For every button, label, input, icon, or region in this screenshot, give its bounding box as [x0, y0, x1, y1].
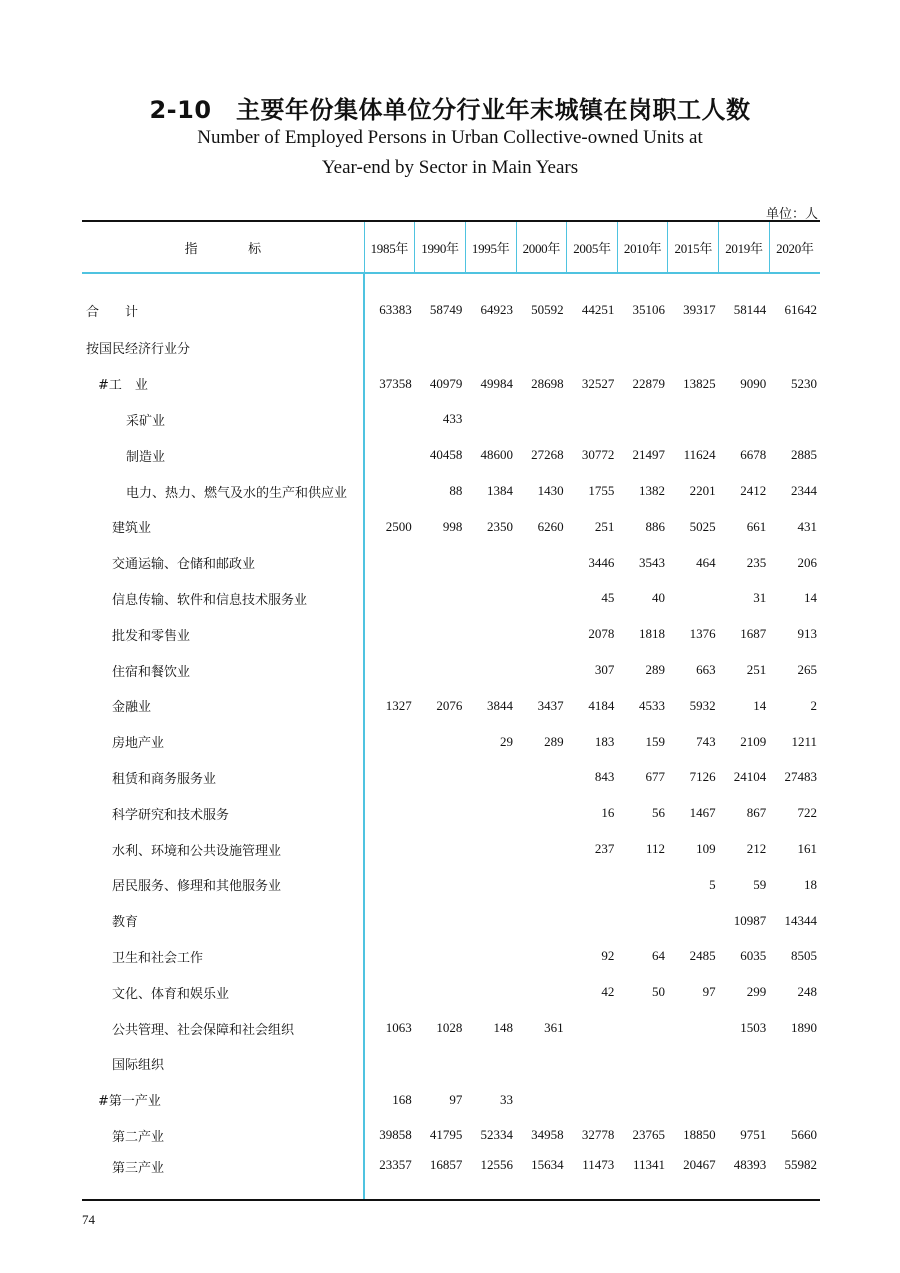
- cell-value: 265: [797, 662, 817, 678]
- table-row: [82, 760, 820, 796]
- cell-value: [719, 402, 770, 438]
- cell-value: 11473: [567, 1153, 618, 1200]
- page-number: 74: [82, 1212, 95, 1227]
- cell-value: 148: [493, 1020, 513, 1036]
- cell-value: 2344: [791, 483, 817, 499]
- cell-value: [719, 330, 770, 366]
- cell-value: [567, 867, 618, 903]
- cell-value: [769, 1046, 820, 1082]
- cell-value: 1755: [588, 483, 615, 499]
- cell-value: 5660: [791, 1127, 817, 1143]
- cell-value: 59: [753, 876, 767, 892]
- cell-value: [364, 939, 415, 975]
- cell-value: [415, 616, 466, 652]
- cell-value: 58749: [429, 302, 463, 317]
- cell-value: [516, 330, 567, 366]
- cell-value: [465, 545, 516, 581]
- cell-value: 44251: [581, 302, 615, 317]
- cell-value: 16: [601, 805, 615, 821]
- row-label: 第三产业: [82, 1153, 364, 1200]
- cell-value: [769, 330, 820, 366]
- table-header-row: [82, 221, 820, 273]
- cell-value: 1467: [689, 805, 716, 821]
- cell-value: [668, 402, 719, 438]
- cell-value: 8505: [791, 948, 817, 964]
- cell-value: [364, 795, 415, 831]
- cell-value: [465, 1046, 516, 1082]
- row-label: 信息传输、软件和信息技术服务业: [112, 592, 308, 608]
- cell-value: 11341: [617, 1153, 668, 1200]
- cell-value: [364, 760, 415, 796]
- table-row: [82, 688, 820, 724]
- cell-value: 2076: [436, 697, 463, 713]
- row-label: 科学研究和技术服务: [112, 807, 230, 823]
- table-row: [82, 273, 820, 330]
- cell-value: 289: [645, 662, 665, 678]
- row-label: 水利、环境和公共设施管理业: [112, 843, 282, 859]
- cell-value: 251: [746, 662, 767, 678]
- table-row: [82, 831, 820, 867]
- table-row: [82, 867, 820, 903]
- row-label: 住宿和餐饮业: [112, 664, 191, 680]
- cell-value: 1211: [791, 733, 817, 749]
- table-row: [82, 509, 820, 545]
- cell-value: 39317: [683, 302, 716, 317]
- year-header: 2020年: [769, 221, 820, 273]
- cell-value: 2078: [588, 626, 615, 642]
- cell-value: [516, 974, 567, 1010]
- cell-value: 15634: [516, 1153, 567, 1200]
- cell-value: 23765: [632, 1127, 665, 1143]
- cell-value: 289: [544, 733, 564, 749]
- cell-value: 52334: [480, 1127, 513, 1143]
- cell-value: [465, 867, 516, 903]
- cell-value: 867: [746, 805, 767, 821]
- cell-value: 1028: [436, 1020, 463, 1036]
- cell-value: 18850: [683, 1127, 716, 1143]
- row-label: 建筑业: [112, 521, 152, 537]
- cell-value: [617, 1010, 668, 1046]
- cell-value: 998: [442, 518, 463, 534]
- cell-value: 3446: [588, 554, 615, 570]
- table-row: [82, 724, 820, 760]
- cell-value: [617, 903, 668, 939]
- cell-value: 40: [651, 590, 665, 606]
- table-title-chinese: 2-10 主要年份集体单位分行业年末城镇在岗职工人数: [149, 96, 751, 124]
- unit-label: 单位：人: [765, 207, 818, 222]
- cell-value: 27268: [531, 447, 564, 463]
- cell-value: 7126: [689, 769, 716, 785]
- cell-value: 23357: [364, 1153, 415, 1200]
- year-header: 2015年: [668, 221, 719, 273]
- cell-value: 14: [753, 697, 767, 713]
- cell-value: [516, 1082, 567, 1118]
- cell-value: 743: [696, 733, 716, 749]
- cell-value: 40979: [429, 375, 463, 391]
- cell-value: 1430: [537, 483, 564, 499]
- cell-value: [415, 760, 466, 796]
- row-label: 教育: [112, 915, 139, 931]
- cell-value: 16857: [415, 1153, 466, 1200]
- cell-value: [465, 652, 516, 688]
- year-header: 1985年: [364, 221, 415, 273]
- cell-value: 18: [804, 876, 817, 892]
- cell-value: [364, 724, 415, 760]
- cell-value: 2412: [740, 483, 767, 499]
- cell-value: 22879: [632, 375, 665, 391]
- cell-value: 433: [442, 411, 463, 427]
- cell-value: [364, 1046, 415, 1082]
- cell-value: 464: [696, 554, 716, 570]
- row-label: 电力、热力、燃气及水的生产和供应业: [126, 485, 348, 501]
- cell-value: [364, 652, 415, 688]
- cell-value: 663: [696, 662, 716, 678]
- cell-value: [364, 581, 415, 617]
- cell-value: [364, 330, 415, 366]
- cell-value: 661: [746, 518, 767, 534]
- cell-value: 58144: [733, 302, 767, 317]
- cell-value: [415, 903, 466, 939]
- cell-value: 6260: [537, 518, 564, 534]
- cell-value: [719, 1046, 770, 1082]
- cell-value: 3543: [638, 554, 665, 570]
- cell-value: 29: [500, 733, 513, 749]
- table-row: [82, 1046, 820, 1082]
- indicator-header: 指 标: [82, 221, 364, 273]
- cell-value: [415, 974, 466, 1010]
- cell-value: 13825: [683, 375, 716, 391]
- row-label: 租赁和商务服务业: [112, 771, 217, 787]
- cell-value: 2885: [791, 447, 817, 463]
- table-row: [82, 939, 820, 975]
- cell-value: 33: [500, 1091, 513, 1107]
- cell-value: 2: [810, 697, 817, 713]
- cell-value: [567, 1046, 618, 1082]
- table-row: [82, 974, 820, 1010]
- cell-value: [567, 903, 618, 939]
- cell-value: 6035: [740, 948, 767, 964]
- row-label: 卫生和社会工作: [112, 950, 204, 966]
- cell-value: 2485: [689, 948, 716, 964]
- cell-value: [415, 1046, 466, 1082]
- cell-value: [465, 330, 516, 366]
- cell-value: 5230: [791, 375, 817, 391]
- row-label: 公共管理、社会保障和社会组织: [112, 1022, 295, 1038]
- cell-value: 2350: [487, 518, 513, 534]
- cell-value: [617, 867, 668, 903]
- year-header: 2010年: [617, 221, 668, 273]
- cell-value: 206: [797, 554, 817, 570]
- cell-value: 431: [797, 518, 817, 534]
- cell-value: 237: [594, 841, 615, 857]
- cell-value: 361: [544, 1020, 564, 1036]
- cell-value: 212: [746, 841, 767, 857]
- cell-value: [567, 402, 618, 438]
- cell-value: 1382: [638, 483, 665, 499]
- cell-value: [668, 903, 719, 939]
- row-label: #工 业: [98, 378, 148, 394]
- cell-value: 843: [594, 769, 615, 785]
- cell-value: 677: [645, 769, 665, 785]
- cell-value: 64: [651, 948, 665, 964]
- cell-value: 722: [797, 805, 817, 821]
- table-row: [82, 1153, 820, 1200]
- cell-value: [465, 402, 516, 438]
- cell-value: [364, 437, 415, 473]
- table-row: [82, 581, 820, 617]
- cell-value: 5025: [689, 518, 716, 534]
- year-header: 2019年: [719, 221, 770, 273]
- cell-value: [668, 330, 719, 366]
- cell-value: 4184: [588, 697, 615, 713]
- table-row: [82, 652, 820, 688]
- cell-value: 307: [594, 662, 615, 678]
- cell-value: [516, 760, 567, 796]
- cell-value: [465, 616, 516, 652]
- table-row: [82, 1082, 820, 1118]
- cell-value: [617, 1046, 668, 1082]
- cell-value: 97: [449, 1091, 463, 1107]
- cell-value: 49984: [480, 375, 513, 391]
- row-label: 按国民经济行业分: [86, 342, 191, 358]
- cell-value: 14: [804, 590, 817, 606]
- cell-value: 48600: [480, 447, 513, 463]
- cell-value: 32527: [581, 375, 615, 391]
- row-label: 采矿业: [126, 413, 166, 429]
- cell-value: 32778: [581, 1127, 615, 1143]
- cell-value: 42: [601, 984, 615, 1000]
- cell-value: [668, 1082, 719, 1118]
- cell-value: [516, 616, 567, 652]
- cell-value: 31: [753, 590, 767, 606]
- cell-value: [617, 1082, 668, 1118]
- cell-value: 97: [702, 984, 716, 1000]
- cell-value: 168: [364, 1082, 415, 1118]
- statistics-table: [82, 220, 820, 1201]
- cell-value: 2500: [364, 509, 415, 545]
- cell-value: [516, 581, 567, 617]
- cell-value: [364, 903, 415, 939]
- cell-value: 1384: [487, 483, 513, 499]
- cell-value: [516, 795, 567, 831]
- cell-value: [465, 939, 516, 975]
- cell-value: 1063: [364, 1010, 415, 1046]
- cell-value: [719, 1082, 770, 1118]
- cell-value: [617, 330, 668, 366]
- cell-value: 886: [645, 518, 665, 534]
- table-body: [82, 273, 820, 1200]
- cell-value: [516, 867, 567, 903]
- table-row: [82, 437, 820, 473]
- cell-value: 20467: [668, 1153, 719, 1200]
- cell-value: 92: [601, 948, 615, 964]
- row-label: 合 计: [86, 304, 139, 320]
- cell-value: 55982: [769, 1153, 820, 1200]
- cell-value: 3437: [537, 697, 564, 713]
- cell-value: [668, 581, 719, 617]
- cell-value: 11624: [683, 447, 716, 463]
- cell-value: 50: [651, 984, 665, 1000]
- cell-value: [465, 581, 516, 617]
- cell-value: 4533: [638, 697, 665, 713]
- cell-value: [415, 330, 466, 366]
- table-row: [82, 1118, 820, 1154]
- cell-value: 41795: [429, 1127, 463, 1143]
- cell-value: 39858: [364, 1118, 415, 1154]
- cell-value: [465, 831, 516, 867]
- cell-value: [516, 903, 567, 939]
- cell-value: 61642: [784, 302, 817, 317]
- row-label: #第一产业: [98, 1094, 161, 1110]
- table-row: [82, 473, 820, 509]
- table-row: [82, 402, 820, 438]
- cell-value: 34958: [531, 1127, 564, 1143]
- cell-value: 50592: [531, 302, 564, 317]
- cell-value: [516, 652, 567, 688]
- cell-value: 1327: [364, 688, 415, 724]
- cell-value: 5932: [689, 697, 716, 713]
- cell-value: [415, 652, 466, 688]
- cell-value: 5: [709, 876, 716, 892]
- cell-value: 6678: [740, 447, 767, 463]
- table-row: [82, 616, 820, 652]
- cell-value: [516, 939, 567, 975]
- cell-value: 40458: [429, 447, 463, 463]
- cell-value: [415, 867, 466, 903]
- cell-value: 248: [797, 984, 817, 1000]
- cell-value: 1503: [740, 1020, 767, 1036]
- cell-value: 9090: [740, 375, 767, 391]
- cell-value: [516, 545, 567, 581]
- cell-value: [364, 831, 415, 867]
- cell-value: 30772: [581, 447, 615, 463]
- cell-value: [415, 724, 466, 760]
- cell-value: [364, 867, 415, 903]
- table-row: [82, 903, 820, 939]
- cell-value: [364, 616, 415, 652]
- cell-value: 183: [594, 733, 615, 749]
- row-label: 居民服务、修理和其他服务业: [112, 879, 282, 895]
- cell-value: [769, 1082, 820, 1118]
- table-row: [82, 1010, 820, 1046]
- cell-value: 1890: [791, 1020, 817, 1036]
- cell-value: 2201: [689, 483, 716, 499]
- cell-value: 112: [645, 841, 665, 857]
- cell-value: 27483: [784, 769, 817, 785]
- cell-value: 21497: [632, 447, 665, 463]
- table-row: [82, 545, 820, 581]
- cell-value: [465, 974, 516, 1010]
- cell-value: [364, 473, 415, 509]
- cell-value: 24104: [733, 769, 767, 785]
- cell-value: 88: [449, 483, 463, 499]
- cell-value: [617, 402, 668, 438]
- cell-value: 1376: [689, 626, 716, 642]
- row-label: 制造业: [126, 449, 166, 465]
- cell-value: [567, 330, 618, 366]
- row-label: 批发和零售业: [112, 628, 191, 644]
- table-title-english-line1: Number of Employed Persons in Urban Collective-owned Units at: [197, 127, 703, 148]
- table-row: [82, 795, 820, 831]
- cell-value: [668, 1046, 719, 1082]
- cell-value: 28698: [531, 375, 564, 391]
- cell-value: [516, 831, 567, 867]
- year-header: 2005年: [567, 221, 618, 273]
- cell-value: [465, 760, 516, 796]
- cell-value: 35106: [632, 302, 665, 317]
- cell-value: [415, 939, 466, 975]
- cell-value: 161: [797, 841, 817, 857]
- row-label: 交通运输、仓储和邮政业: [112, 557, 256, 573]
- cell-value: 2109: [740, 733, 767, 749]
- cell-value: [364, 545, 415, 581]
- cell-value: 64923: [480, 302, 513, 317]
- cell-value: [769, 402, 820, 438]
- cell-value: [465, 795, 516, 831]
- year-header: 2000年: [516, 221, 567, 273]
- row-label: 第二产业: [112, 1129, 165, 1145]
- cell-value: [516, 1046, 567, 1082]
- cell-value: 159: [645, 733, 665, 749]
- cell-value: 1687: [740, 626, 767, 642]
- cell-value: 10987: [733, 912, 767, 928]
- cell-value: 3844: [487, 697, 513, 713]
- cell-value: [415, 831, 466, 867]
- cell-value: 251: [594, 518, 615, 534]
- cell-value: 109: [696, 841, 716, 857]
- cell-value: 63383: [364, 273, 415, 330]
- cell-value: 9751: [740, 1127, 767, 1143]
- cell-value: [364, 974, 415, 1010]
- cell-value: 235: [746, 554, 767, 570]
- year-header: 1995年: [465, 221, 516, 273]
- cell-value: 913: [797, 626, 817, 642]
- cell-value: [415, 581, 466, 617]
- statistics-table-container: [82, 220, 820, 1201]
- year-header: 1990年: [415, 221, 466, 273]
- cell-value: 12556: [465, 1153, 516, 1200]
- cell-value: 299: [746, 984, 767, 1000]
- cell-value: 56: [651, 805, 665, 821]
- row-label: 文化、体育和娱乐业: [112, 986, 230, 1002]
- table-title-english-line2: Year-end by Sector in Main Years: [321, 157, 579, 178]
- cell-value: [668, 1010, 719, 1046]
- cell-value: 1818: [638, 626, 665, 642]
- cell-value: [415, 795, 466, 831]
- cell-value: 48393: [719, 1153, 770, 1200]
- cell-value: [364, 402, 415, 438]
- cell-value: [567, 1010, 618, 1046]
- table-row: [82, 366, 820, 402]
- cell-value: 37358: [364, 366, 415, 402]
- table-row: [82, 330, 820, 366]
- row-label: 金融业: [112, 700, 152, 716]
- cell-value: 45: [601, 590, 615, 606]
- cell-value: 14344: [784, 912, 817, 928]
- cell-value: [415, 545, 466, 581]
- cell-value: [567, 1082, 618, 1118]
- cell-value: [516, 402, 567, 438]
- row-label: 房地产业: [112, 736, 165, 752]
- cell-value: [465, 903, 516, 939]
- row-label: 国际组织: [112, 1058, 165, 1074]
